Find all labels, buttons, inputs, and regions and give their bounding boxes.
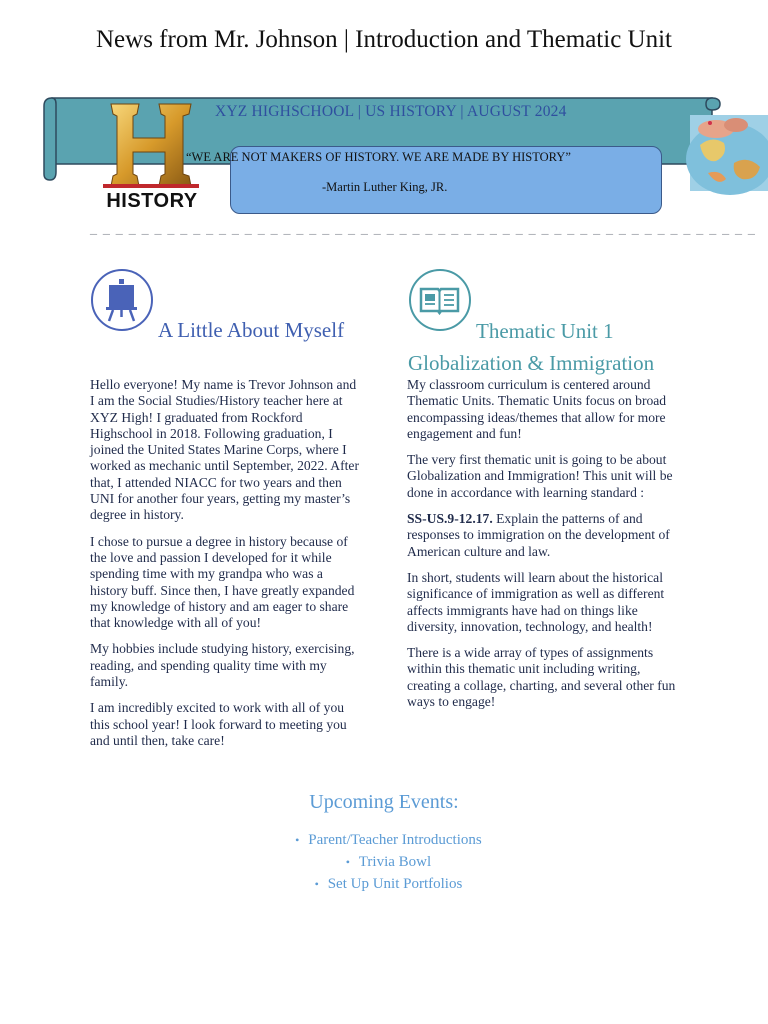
book-icon — [409, 269, 471, 331]
learning-standard — [407, 511, 682, 560]
events-list — [0, 829, 768, 895]
easel-icon — [91, 269, 153, 331]
events-title: Upcoming Events: — [309, 791, 459, 813]
unit-text — [407, 377, 682, 720]
standard-text: Explain the patterns of and responses to immigration on the development of American culture and law. — [407, 511, 670, 559]
about-paragraph: My hobbies include studying history, exercising, reading, and spending quality time with my family. — [90, 641, 355, 690]
standard-code: SS-US.9-12.17. — [407, 511, 493, 527]
event-item — [0, 829, 768, 851]
event-item — [0, 851, 768, 873]
dashed-divider: _ _ _ _ _ _ _ _ _ _ _ _ _ _ _ _ _ _ _ _ _ _ _ _ _ _ _ _ _ _ _ _ _ _ _ _ _ _ _ _ _ _ _ _ _ _ _ _ _ _ _ _ — [90, 222, 757, 237]
page-title: News from Mr. Johnson | Introduction and Thematic Unit — [96, 26, 672, 53]
event-label: Set Up Unit Portfolios — [327, 876, 463, 892]
unit-paragraph: The very first thematic unit is going to be about Globalization and Immigration! This unit will be done in accordance with learning standard : — [407, 452, 673, 500]
unit-paragraph: There is a wide array of types of assignments within this thematic unit including writing, creating a collage, charting, and several other fun ways to engage! — [407, 645, 676, 710]
bullet-icon: • — [295, 833, 300, 847]
unit-subtitle: Globalization & Immigration — [408, 351, 655, 375]
event-label: Parent/Teacher Introductions — [308, 832, 482, 848]
unit-paragraph: My classroom curriculum is centered around Thematic Units. Thematic Units focus on broad encompassing ideas/themes that allow for more engagement and fun! — [407, 377, 667, 441]
about-paragraph: I am incredibly excited to work with all of you this school year! I look forward to meeting you and until then, take care! — [90, 700, 347, 748]
event-item — [0, 873, 768, 895]
unit-paragraph: In short, students will learn about the historical significance of immigration as well as different affects immigrants have had on things like diversity, innovation, technology, and health! — [407, 569, 665, 634]
bullet-icon: • — [314, 877, 319, 891]
about-title: A Little About Myself — [158, 318, 345, 342]
unit-title: Thematic Unit 1 — [476, 319, 614, 343]
quote-author: -Martin Luther King, JR. — [322, 180, 448, 194]
bullet-icon: • — [345, 855, 350, 869]
about-text — [90, 377, 362, 759]
logo-text: HISTORY — [106, 190, 198, 212]
quote-text: “WE ARE NOT MAKERS OF HISTORY. WE ARE MADE BY HISTORY” — [186, 150, 571, 164]
about-paragraph: Hello everyone! My name is Trevor Johnson and I am the Social Studies/History teacher here at XYZ High! I graduated from Rockford Highschool in 2018. Following graduation, I joined the United States Marine Corps, where I worked as mechanic until September, 2022. After that, I attended NIACC for two years and then UNI for another four years, getting my master’s degree in history. — [90, 377, 359, 523]
about-paragraph: I chose to pursue a degree in history because of the love and passion I developed for it while spending time with my grandpa who was a history buff. Since then, I have greatly expanded my knowledge of history and am eager to share that knowledge with all of you! — [90, 533, 355, 631]
banner-heading: XYZ HIGHSCHOOL | US HISTORY | AUGUST 2024 — [215, 103, 567, 120]
event-label: Trivia Bowl — [358, 854, 432, 870]
globe-hands-photo — [690, 115, 768, 191]
